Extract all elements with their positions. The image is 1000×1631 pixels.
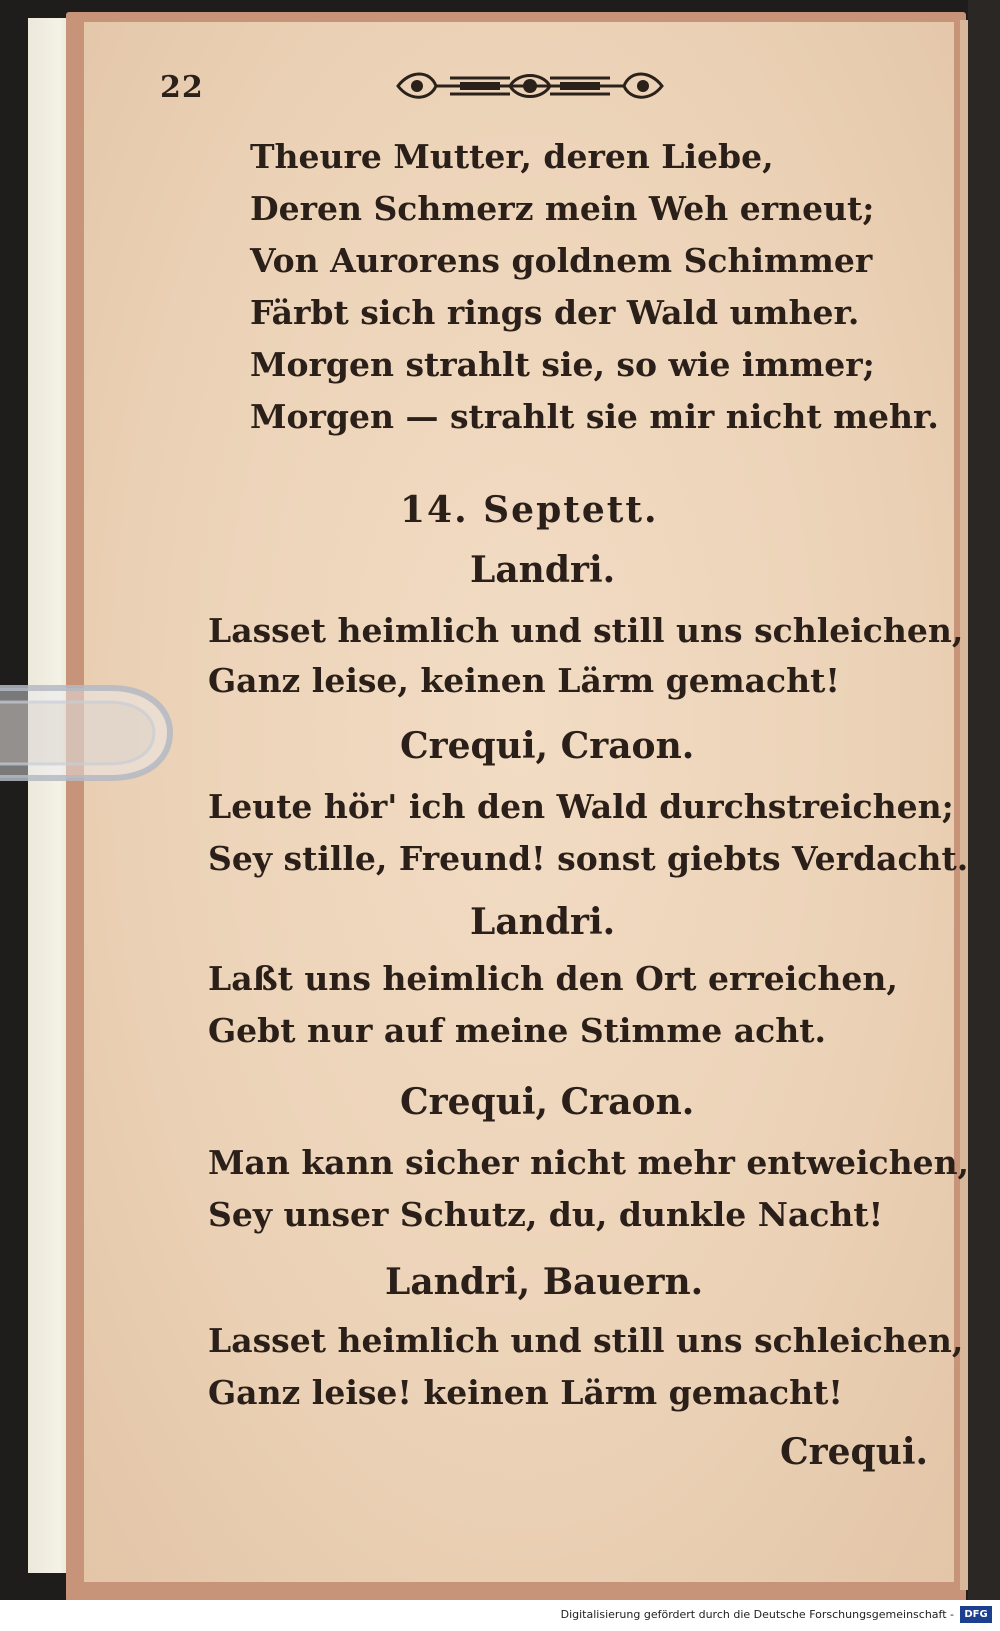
scan-background xyxy=(968,0,1000,1631)
dialogue-line: Gebt nur auf meine Stimme acht. xyxy=(208,1011,826,1050)
dfg-logo: DFG xyxy=(960,1606,992,1623)
dialogue-line: Ganz leise, keinen Lärm gemacht! xyxy=(208,661,840,700)
footer-credit: Digitalisierung gefördert durch die Deutsche Forschungsgemeinschaft - xyxy=(560,1608,954,1621)
speaker-name: Crequi, Craon. xyxy=(400,1081,695,1123)
ornament-icon xyxy=(390,64,670,108)
verse-line: Theure Mutter, deren Liebe, xyxy=(250,137,774,176)
verse-line: Morgen — strahlt sie mir nicht mehr. xyxy=(250,397,939,436)
dialogue-line: Leute hör' ich den Wald durchstreichen; xyxy=(208,787,954,826)
digitization-footer xyxy=(0,1600,1000,1631)
speaker-name: Landri, Bauern. xyxy=(385,1261,704,1303)
verse-line: Morgen strahlt sie, so wie immer; xyxy=(250,345,875,384)
dialogue-line: Lasset heimlich und still uns schleichen, xyxy=(208,1321,964,1360)
speaker-name: Landri. xyxy=(470,901,616,943)
dialogue-line: Man kann sicher nicht mehr entweichen, xyxy=(208,1143,970,1182)
page-clip xyxy=(0,660,180,800)
section-heading: 14. Septett. xyxy=(400,489,659,531)
speaker-name: Landri. xyxy=(470,549,616,591)
page-number: 22 xyxy=(160,70,204,105)
dialogue-line: Lasset heimlich und still uns schleichen, xyxy=(208,611,964,650)
verse-line: Deren Schmerz mein Weh erneut; xyxy=(250,189,875,228)
dialogue-line: Laßt uns heimlich den Ort erreichen, xyxy=(208,959,898,998)
dialogue-line: Sey unser Schutz, du, dunkle Nacht! xyxy=(208,1195,884,1234)
speaker-name: Crequi, Craon. xyxy=(400,725,695,767)
verse-line: Färbt sich rings der Wald umher. xyxy=(250,293,860,332)
catchword: Crequi. xyxy=(780,1431,929,1473)
dialogue-line: Sey stille, Freund! sonst giebts Verdacht. xyxy=(208,839,969,878)
verse-line: Von Aurorens goldnem Schimmer xyxy=(250,241,873,280)
dialogue-line: Ganz leise! keinen Lärm gemacht! xyxy=(208,1373,843,1412)
